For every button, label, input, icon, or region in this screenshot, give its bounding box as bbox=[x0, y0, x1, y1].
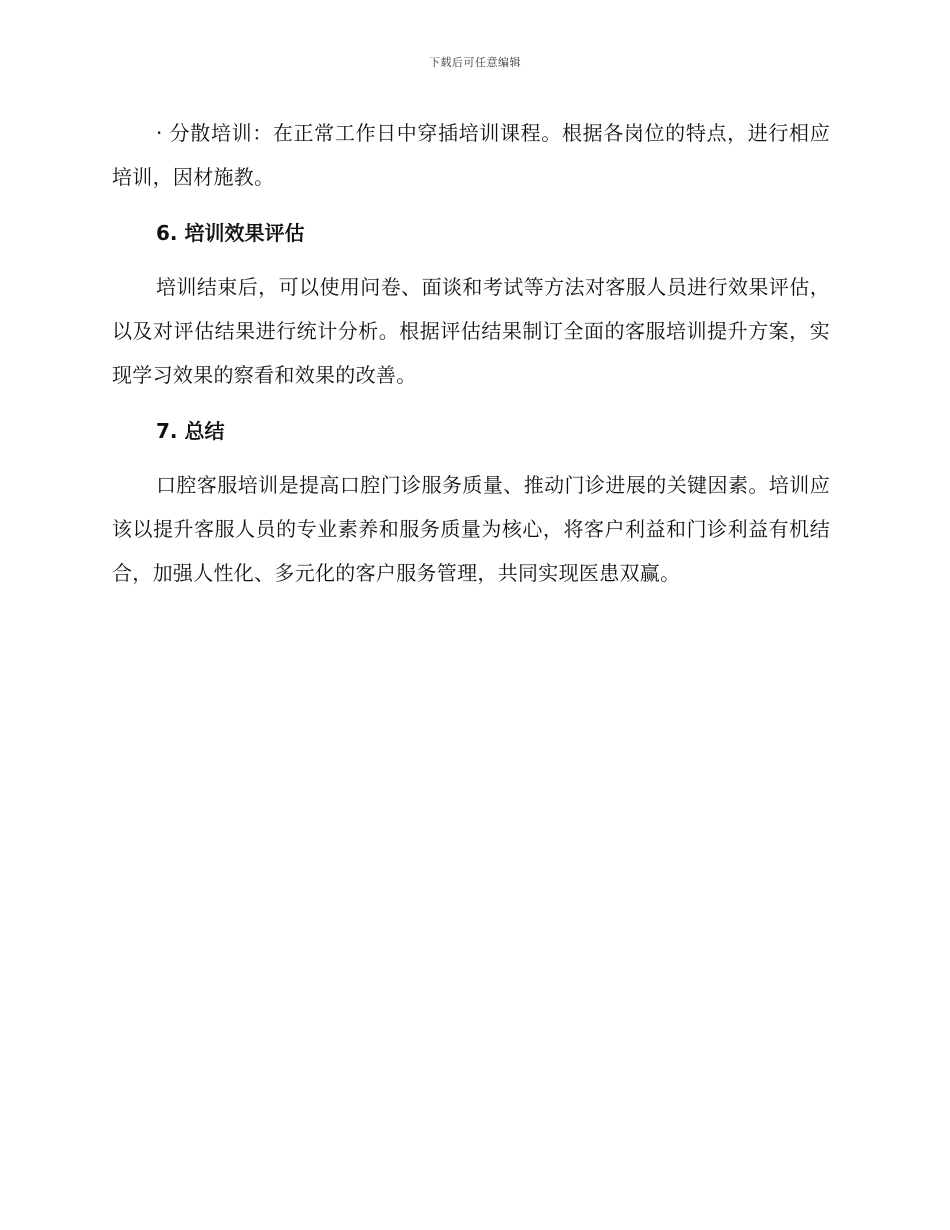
bullet-paragraph: · 分散培训：在正常工作日中穿插培训课程。根据各岗位的特点，进行相应培训，因材施教。 bbox=[112, 121, 830, 189]
section-7-heading: 7. 总结 bbox=[156, 419, 225, 443]
page-header-note: 下载后可任意编辑 bbox=[429, 56, 521, 69]
section-6-heading: 6. 培训效果评估 bbox=[156, 221, 305, 245]
document-body bbox=[112, 111, 830, 611]
section-6-paragraph: 培训结束后，可以使用问卷、面谈和考试等方法对客服人员进行效果评估，以及对评估结果进行统计分析。根据评估结果制订全面的客服培训提升方案，实现学习效果的察看和效果的改善。 bbox=[112, 275, 830, 387]
section-7-paragraph: 口腔客服培训是提高口腔门诊服务质量、推动门诊进展的关键因素。培训应该以提升客服人员的专业素养和服务质量为核心，将客户利益和门诊利益有机结合，加强人性化、多元化的客户服务管理，共同实现医患双赢。 bbox=[112, 473, 830, 585]
